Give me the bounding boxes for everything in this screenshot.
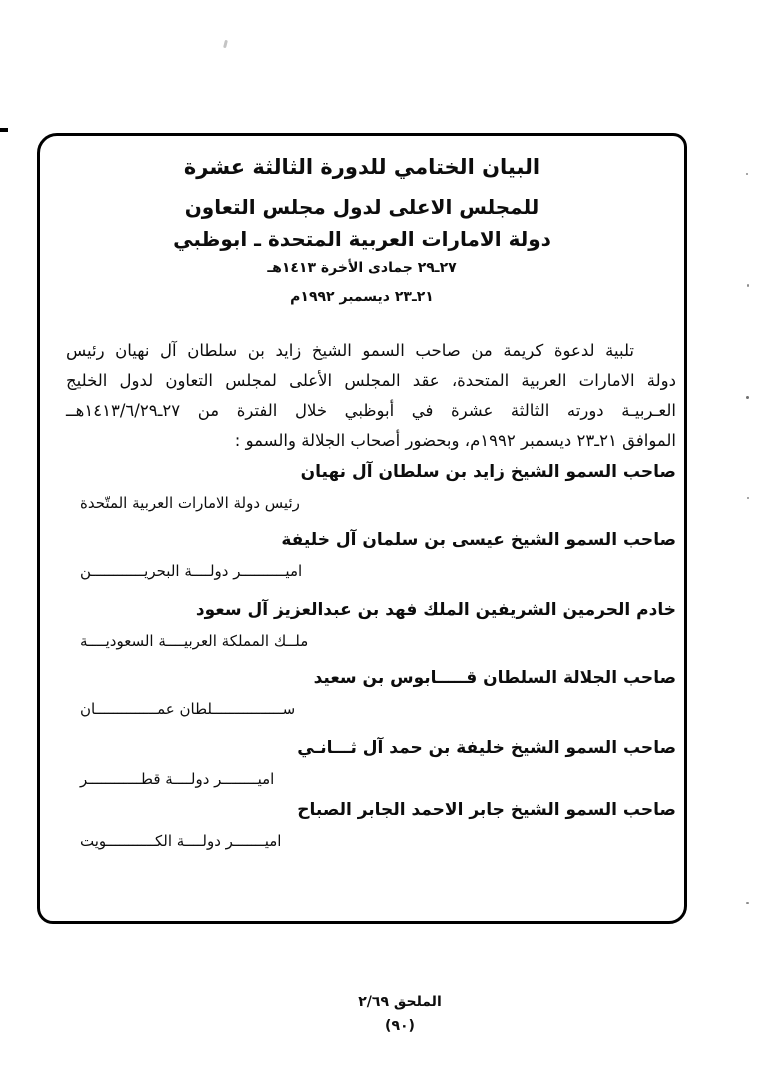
hijri-date: ٢٧ـ٢٩ جمادى الأخرة ١٤١٣هـ bbox=[267, 260, 457, 276]
scan-artifact bbox=[747, 497, 749, 499]
page-number: (٩٠) bbox=[385, 1018, 415, 1034]
leader-entry bbox=[66, 598, 676, 652]
paragraph-line: تلبية لدعوة كريمة من صاحب السمو الشيخ زايد بن سلطان آل نهيان رئيس bbox=[66, 341, 634, 360]
leader-entry bbox=[66, 736, 676, 790]
leader-name: صاحب السمو الشيخ جابر الاحمد الجابر الصباح bbox=[297, 800, 676, 820]
scan-artifact bbox=[746, 396, 749, 399]
document-border-frame bbox=[37, 133, 687, 924]
paragraph-line: دولة الامارات العربية المتحدة، عقد المجلس الأعلى لمجلس التعاون لدول الخليج bbox=[66, 371, 676, 390]
gregorian-date: ٢١ـ٢٣ ديسمبر ١٩٩٢م bbox=[290, 289, 434, 305]
paragraph-line: العـربيـة دورته الثالثة عشرة في أبوظبي خلال الفترة من ٢٧ـ٢٩‏/‏٦‏/‏١٤١٣هــ bbox=[66, 401, 676, 420]
leader-title: اميـــــــر دولــــة الكـــــــــــويت bbox=[80, 832, 282, 850]
leader-title: اميــــــــر دولــــة قطــــــــــــر bbox=[80, 770, 275, 788]
leader-entry bbox=[66, 798, 676, 852]
statement-title-line-3: دولة الامارات العربية المتحدة ـ ابوظبي bbox=[173, 227, 551, 251]
scan-artifact bbox=[746, 902, 749, 904]
scan-artifact bbox=[223, 40, 228, 48]
paragraph-line: الموافق ٢١ـ٢٣ ديسمبر ١٩٩٢م، وبحضور أصحاب الجلالة والسمو : bbox=[234, 431, 676, 450]
annex-label: الملحق ٢/٦٩ bbox=[358, 994, 442, 1010]
leader-title: ســــــــــــــــلطان عمــــــــــــــان bbox=[80, 700, 296, 718]
opening-paragraph bbox=[66, 336, 676, 456]
leader-name: صاحب الجلالة السلطان قـــــابوس بن سعيد bbox=[313, 668, 676, 688]
scan-artifact bbox=[746, 173, 748, 175]
leader-name: صاحب السمو الشيخ خليفة بن حمد آل ثـــانـي bbox=[297, 738, 676, 758]
leader-name: صاحب السمو الشيخ زايد بن سلطان آل نهيان bbox=[300, 462, 676, 482]
leader-title: رئيس دولة الامارات العربية المتّحدة bbox=[80, 494, 300, 512]
leader-entry bbox=[66, 666, 676, 720]
leader-title: اميــــــــــر دولــــة البحريــــــــــــن bbox=[80, 562, 303, 580]
statement-title-line-2: للمجلس الاعلى لدول مجلس التعاون bbox=[184, 195, 540, 219]
leader-entry bbox=[66, 528, 676, 582]
leader-entry bbox=[66, 460, 676, 514]
scan-artifact bbox=[0, 128, 8, 132]
leader-title: ملــك المملكة العربيــــة السعوديــــة bbox=[80, 632, 309, 650]
leader-name: خادم الحرمين الشريفين الملك فهد بن عبدالعزيز آل سعود bbox=[195, 600, 676, 620]
scan-artifact bbox=[747, 284, 749, 287]
statement-title-line-1: البيان الختامي للدورة الثالثة عشرة bbox=[183, 155, 541, 179]
leader-name: صاحب السمو الشيخ عيسى بن سلمان آل خليفة bbox=[281, 530, 676, 550]
